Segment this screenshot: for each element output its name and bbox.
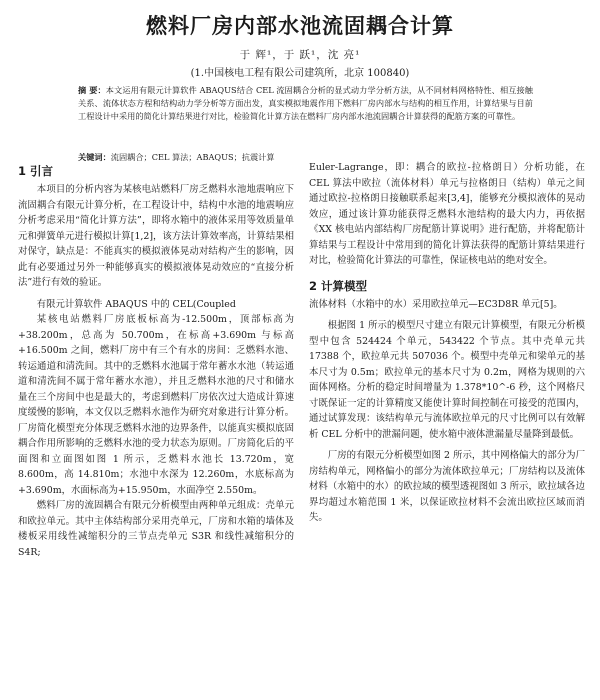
abstract-label: 摘 要： bbox=[78, 85, 106, 95]
paragraph-intro-4: 燃料厂房的流固耦合有限元分析模型由两种单元组成：壳单元和欧拉单元。其中主体结构部分采用壳单元，厂房和水箱的墙体及楼板采用线性减缩积分的三节点壳单元 S3R 和线性减缩积分的 S4R; bbox=[18, 500, 294, 558]
section-heading-introduction: 1 引言 bbox=[18, 164, 54, 178]
paragraph-model-2: 根据图 1 所示的模型尺寸建立有限元计算模型，有限元分析模型中包含 524424 个单元，543422 个节点。其中壳单元共 17388 个，欧拉单元共 507036 个。模型中壳单元和梁单元的基本尺寸为 0.5m；欧拉单元的基本尺寸为 0.2m，网格为规则的六面体网格。分析的稳定时间增量为 1.378*10^-6 秒，这个网格尺寸既保证一定的计算精度又能使计算时间控制在可接受的范围内，通过试算发现：该结构单元与流体欧拉单元的尺寸比例可以有效解析 CEL 分析中的泄漏问题，使水箱中液体泄漏量尽量降到最低。 bbox=[309, 320, 585, 440]
paper-title: 燃料厂房内部水池流固耦合计算 bbox=[146, 14, 454, 38]
right-column bbox=[309, 160, 585, 526]
abstract-text: 本文运用有限元计算软件 ABAQUS结合 CEL 流固耦合分析的显式动力学分析方法，从不同材料网格特性、相互接触关系、流体状态方程和结构动力学分析等方面出发，真实模拟地震作用下燃料厂房内部水与结构的相互作用，计算结果与目前工程设计中采用的简化计算结果进行对比，检验简化计算方法在燃料厂房内部水池流固耦合计算获得的配筋方案的可靠性。 bbox=[78, 85, 533, 122]
affiliation: (1.中国核电工程有限公司建筑所，北京 100840) bbox=[190, 68, 410, 79]
section-heading-model: 2 计算模型 bbox=[309, 278, 368, 293]
paragraph-model-1: 流体材料（水箱中的水）采用欧拉单元—EC3D8R 单元[5]。 bbox=[309, 298, 563, 310]
paragraph-intro-2: 有限元计算软件 ABAQUS 中的 CEL(Coupled bbox=[36, 298, 236, 310]
left-column bbox=[18, 160, 294, 560]
keywords-text: 流固耦合；CEL 算法；ABAQUS；抗震计算 bbox=[110, 152, 275, 162]
paragraph-model-3: 厂房的有限元分析模型如图 2 所示，其中网格偏大的部分为厂房结构单元，网格偏小的部分为流体欧拉单元；厂房结构以及流体材料（水箱中的水）的欧拉域的模型透视图如 3 所示，欧拉域各边界均超过水箱范围 1 米，以保证欧拉材料不会流出欧拉区域而消失。 bbox=[309, 450, 585, 523]
keywords-label: 关键词： bbox=[78, 152, 111, 162]
abstract bbox=[78, 84, 533, 124]
paragraph-intro-3: 某核电站燃料厂房底板标高为-12.500m，顶部标高为+38.200m，总高为 50.700m，在标高+3.690m 与标高+16.500m 之间，燃料厂房中有三个有水的房间：乏燃料水池、转运通道和清洗间。其中的乏燃料水池属于常年蓄水水池（转运通道和清洗间不属于常年蓄水水池），并且乏燃料水池的尺寸和储水量在三个房间中也是最大的，考虑到燃料厂房依次过大造成计算速度缓慢的影响，本文仅以乏燃料水池作为研究对象进行计算分析。厂房简化模型充分体现乏燃料水池的边界条件，以能真实模拟底固耦合作用所影响的乏燃料水池的受力状态为原则。厂房简化后的平面图和立面图如图 1 所示，乏燃料水池长 13.720m，宽 8.600m，高 14.810m；水池中水深为 12.260m，水底标高为+3.690m，水面标高为+15.950m，水面净空 2.550m。 bbox=[18, 314, 294, 496]
paragraph-right-1: Euler-Lagrange，即：耦合的欧拉-拉格朗日）分析功能，在 CEL 算法中欧拉（流体材料）单元与拉格朗日（结构）单元之间通过欧拉-拉格朗日接触联系起来[3,4]，能够充分模拟液体的晃动效应，通过该计算功能获得乏燃料水池结构的最大内力，再依据《XX 核电站内部结构厂房配筋计算说明》进行配筋，并将配筋计算结果与工程设计中常用到的简化计算法获得的配筋计算结果进行对比，检验简化计算法的可靠性，保证核电站的绝对安全。 bbox=[309, 162, 585, 266]
paragraph-intro-1: 本项目的分析内容为某核电站燃料厂房乏燃料水池地震响应下流固耦合有限元计算分析，在工程设计中，结构中水池的地震响应分析考虑采用“简化计算方法”，即将水箱中的液体采用等效质量单元和弹簧单元进行模拟计算[1,2]，该方法计算效率高，计算结果相对保守，缺点是：不能真实的模拟液体晃动对结构产生的影响，因此有必要通过另外一种能够真实的模拟液体晃动效应的“直接分析法”进行有效的验证。 bbox=[18, 184, 294, 288]
authors: 于 辉¹，于 跃¹，沈 亮¹ bbox=[239, 49, 361, 61]
